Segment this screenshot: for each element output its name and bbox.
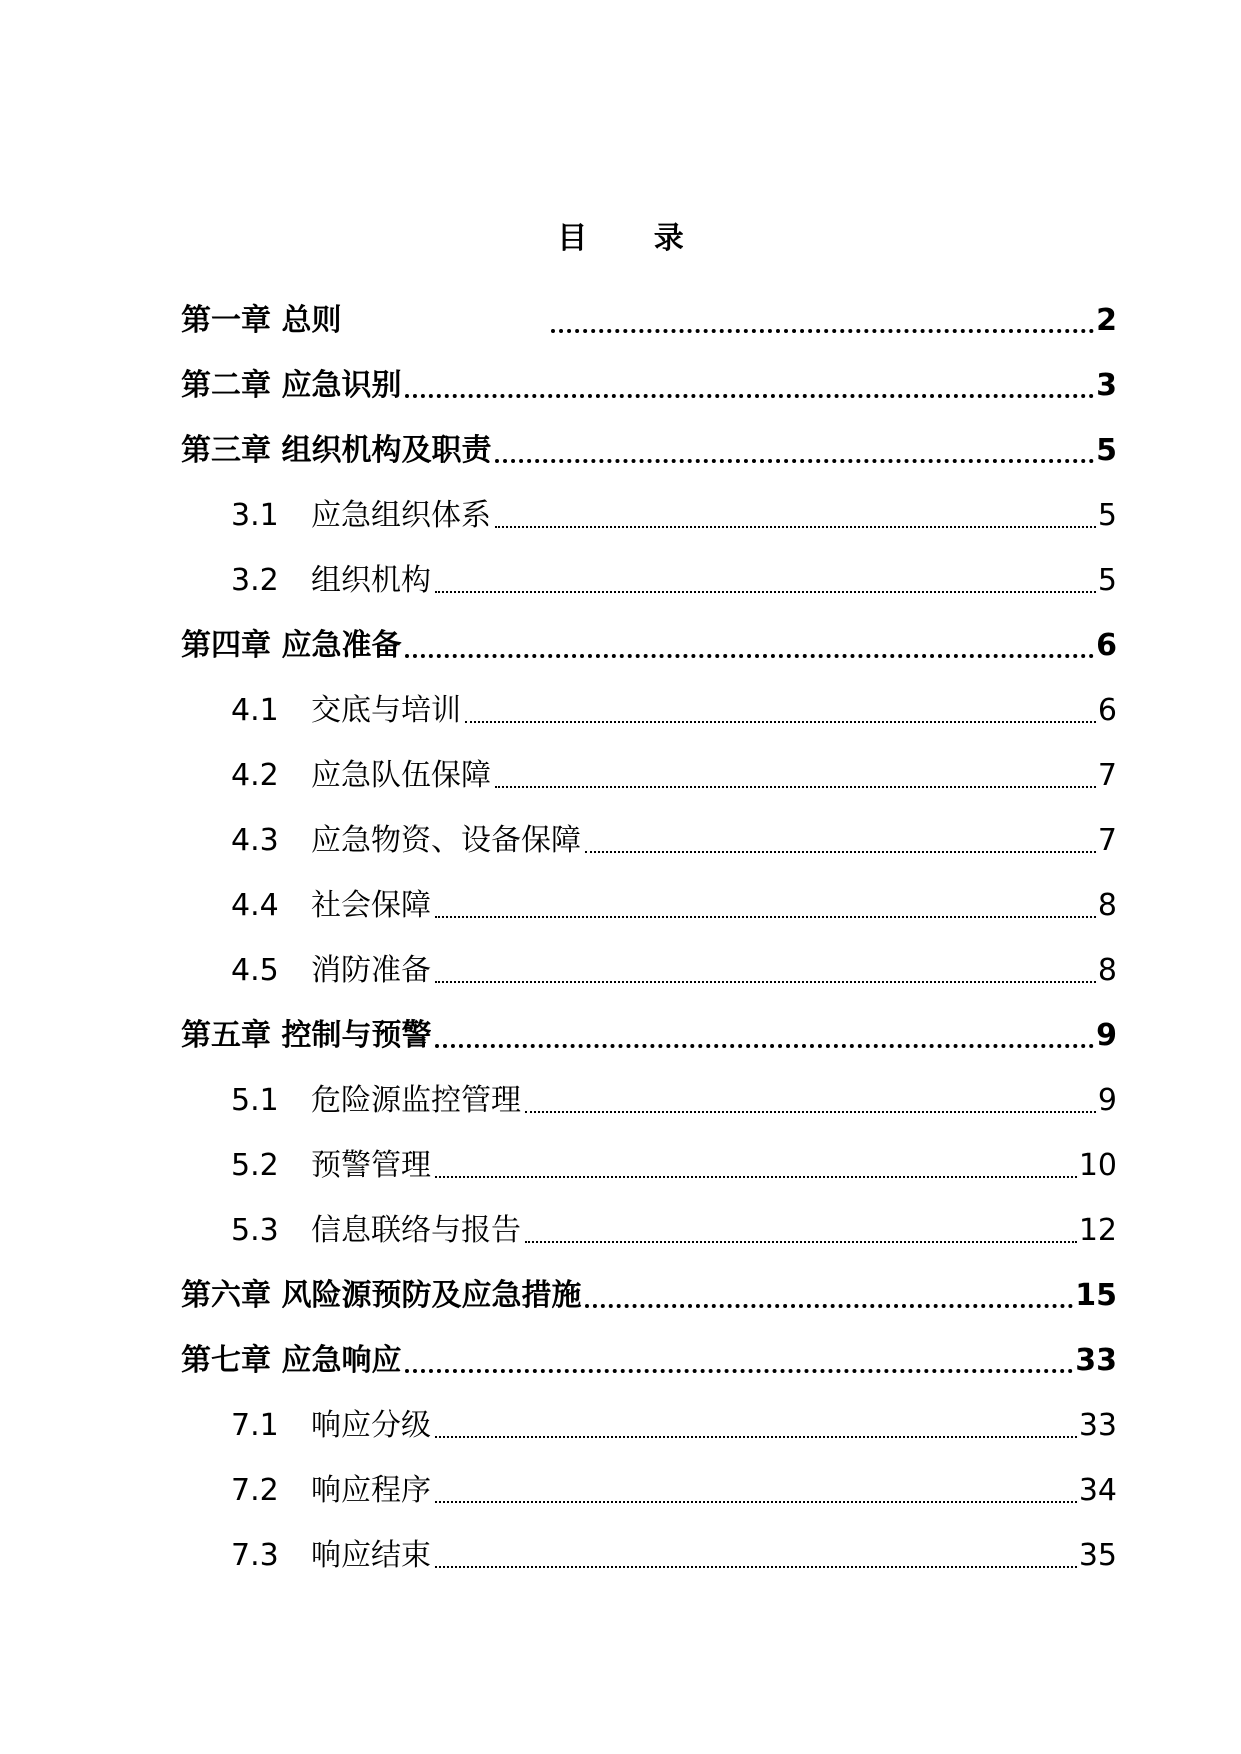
toc-entry-label: 第六章 风险源预防及应急措施 [181,1278,582,1313]
toc-section-title: 交底与培训 [311,693,461,728]
dot-leader [435,1501,1077,1503]
dot-leader [435,981,1096,983]
dot-leader [435,1436,1077,1438]
toc-entry-label: 第四章 应急准备 [181,628,402,663]
toc-chapter-4[interactable] [181,603,1117,668]
dot-leader [585,1304,1073,1308]
dot-leader [495,459,1094,463]
toc-page-number: 8 [1097,953,1117,988]
toc-entry-label: 第三章 组织机构及职责 [181,433,492,468]
toc-section-number: 4.4 [231,888,279,923]
toc-section-number: 4.5 [231,953,279,988]
toc-section-7-2[interactable] [181,1448,1117,1513]
toc-page-number: 8 [1097,888,1117,923]
toc-entry-label: 第五章 控制与预警 [181,1018,432,1053]
dot-leader [405,394,1094,398]
toc-section-title: 社会保障 [311,888,431,923]
toc-page-number: 3 [1096,368,1117,403]
toc-entry-label: 第二章 应急识别 [181,368,402,403]
dot-leader [435,1566,1077,1568]
toc-page-number: 5 [1097,563,1117,598]
toc-title: 目 录 [557,221,712,256]
toc-page-number: 10 [1078,1148,1117,1183]
toc-entry-label: 第一章 总则 [181,303,342,338]
toc-page-number: 33 [1075,1343,1117,1378]
toc-section-number: 7.1 [231,1408,279,1443]
toc-section-number: 4.3 [231,823,279,858]
toc-section-3-2[interactable] [181,538,1117,603]
toc-chapter-5[interactable] [181,993,1117,1058]
toc-section-4-4[interactable] [181,863,1117,928]
toc-section-title: 预警管理 [311,1148,431,1183]
toc-section-number: 4.1 [231,693,279,728]
toc-section-4-1[interactable] [181,668,1117,733]
toc-section-3-1[interactable] [181,473,1117,538]
dot-leader [435,1176,1077,1178]
toc-section-title: 信息联络与报告 [311,1213,521,1248]
toc-section-number: 7.3 [231,1538,279,1573]
toc-section-title: 响应分级 [311,1408,431,1443]
toc-page-number: 5 [1096,433,1117,468]
toc-section-title: 应急组织体系 [311,498,491,533]
dot-leader [495,786,1096,788]
table-of-contents [181,278,1117,1578]
toc-chapter-1[interactable] [181,278,1117,343]
toc-page-number: 9 [1097,1083,1117,1118]
toc-section-title: 危险源监控管理 [311,1083,521,1118]
toc-page-number: 5 [1097,498,1117,533]
toc-section-number: 5.3 [231,1213,279,1248]
toc-page-number: 7 [1097,758,1117,793]
dot-leader [465,721,1096,723]
toc-section-7-1[interactable] [181,1383,1117,1448]
dot-leader [495,526,1096,528]
dot-leader [405,654,1094,658]
toc-page-number: 9 [1096,1018,1117,1053]
toc-section-title: 应急物资、设备保障 [311,823,581,858]
toc-section-5-3[interactable] [181,1188,1117,1253]
toc-page-number: 33 [1078,1408,1117,1443]
toc-section-title: 组织机构 [311,563,431,598]
toc-page-number: 2 [1096,303,1117,338]
toc-section-title: 应急队伍保障 [311,758,491,793]
dot-leader [405,1369,1073,1373]
dot-leader [435,916,1096,918]
toc-section-4-2[interactable] [181,733,1117,798]
toc-section-4-5[interactable] [181,928,1117,993]
toc-section-number: 5.1 [231,1083,279,1118]
toc-chapter-6[interactable] [181,1253,1117,1318]
toc-section-7-3[interactable] [181,1513,1117,1578]
toc-section-title: 消防准备 [311,953,431,988]
toc-chapter-2[interactable] [181,343,1117,408]
toc-section-title: 响应程序 [311,1473,431,1508]
dot-leader [585,851,1096,853]
toc-section-5-1[interactable] [181,1058,1117,1123]
dot-leader [525,1111,1096,1113]
toc-page-number: 7 [1097,823,1117,858]
toc-page-number: 6 [1096,628,1117,663]
toc-page-number: 35 [1078,1538,1117,1573]
toc-page-number: 6 [1097,693,1117,728]
toc-section-5-2[interactable] [181,1123,1117,1188]
toc-chapter-7[interactable] [181,1318,1117,1383]
toc-page-number: 15 [1075,1278,1117,1313]
toc-section-title: 响应结束 [311,1538,431,1573]
toc-section-number: 3.2 [231,563,279,598]
dot-leader [435,1044,1094,1048]
toc-entry-label: 第七章 应急响应 [181,1343,402,1378]
toc-section-number: 7.2 [231,1473,279,1508]
toc-page-number: 12 [1078,1213,1117,1248]
toc-page-number: 34 [1078,1473,1117,1508]
dot-leader [551,329,1094,333]
toc-chapter-3[interactable] [181,408,1117,473]
dot-leader [525,1241,1077,1243]
toc-section-4-3[interactable] [181,798,1117,863]
toc-section-number: 5.2 [231,1148,279,1183]
toc-section-number: 3.1 [231,498,279,533]
toc-section-number: 4.2 [231,758,279,793]
dot-leader [435,591,1096,593]
